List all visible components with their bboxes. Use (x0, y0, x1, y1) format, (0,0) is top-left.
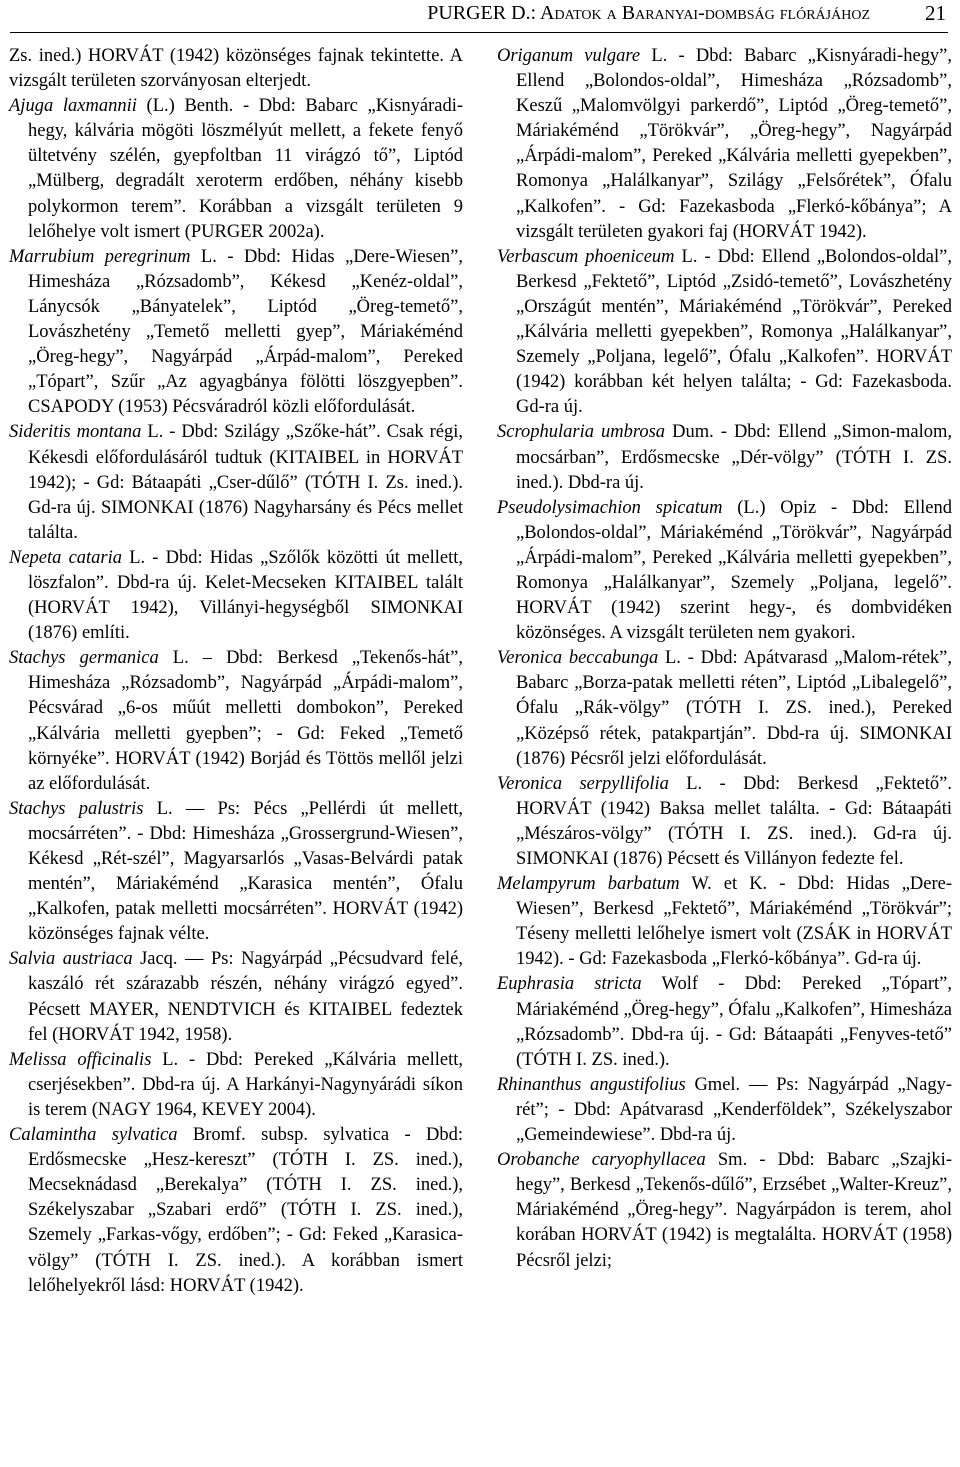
species-entry (9, 1048, 463, 1123)
species-author: W. et K. (691, 874, 768, 895)
species-entry (497, 772, 952, 872)
running-header (10, 0, 948, 33)
species-entry (9, 245, 463, 421)
species-author: Bromf. subsp. sylvatica (192, 1125, 390, 1146)
species-name: Calamintha sylvatica (9, 1125, 178, 1146)
species-record-text: - Dbd: Erdősmecske „Hesz-kereszt” (TÓTH I. ZS. ined.), Mecseknádasd „Berekalya” (TÓTH I. ZS. ined.), Székelyszabar „Szabari erdő” (TÓTH I. ZS. ined.), Szemely „Farkas-vőgy, erdőben”; - Gd: Feked „Karasica-völgy” (TÓTH I. ZS. ined.). A korábban ismert lelőhelyekről lásd: HORVÁT (1942). (28, 1125, 463, 1296)
species-name: Veronica serpyllifolia (497, 773, 669, 794)
species-entry (497, 245, 952, 421)
species-entry (9, 420, 463, 545)
species-entry (497, 1073, 952, 1148)
species-record-text: - Dbd: Babarc „Szajki-hegy”, Berkesd „Tekenős-dűlő”, Erzsébet „Walter-Kreuz”, Máriakéménd „Öreg-hegy”. Nagyárpádon is terem, ahol korában HORVÁT (1942) is megtalálta. HORVÁT (1958) Pécsről jelzi; (516, 1150, 952, 1271)
left-entry-list (9, 94, 463, 1299)
species-record-text: - Dbd: Hidas „Dere-Wiesen”, Berkesd „Fektető”, Máriakéménd „Törökvár”; Téseny melletti lelőhelye ismert volt (ZSÁK in HORVÁT 1942). - Gd: Fazekasboda „Flerkó-kőbánya”. Gd-ra új. (516, 874, 953, 970)
species-author: L. (681, 246, 698, 267)
species-entry (497, 972, 952, 1072)
species-entry (9, 94, 463, 245)
species-record-text: — Ps: Pécs „Pellérdi út mellett, mocsárréten”. - Dbd: Himesháza „Grossergrund-Wiesen”, Kékesd „Rét-szél”, Magyarsarlós „Vasas-Belvárdi patak mentén”, Máriakéménd „Karasica mentén”, Ófalu „Kalkofen, patak melletti mocsárréten”. HORVÁT (1942) közönséges fajnak vélte. (28, 798, 464, 945)
species-name: Scrophularia umbrosa (497, 422, 666, 443)
species-record-text: - Dbd: Berkesd „Fektető”. HORVÁT (1942) Baksa mellet találta. - Gd: Bátaapáti „Mészáros-völgy” (TÓTH I. ZS. ined.). Gd-ra új. SIMONKAI (1876) Pécsett és Villányon fedezte fel. (516, 773, 952, 869)
species-name: Pseudolysimachion spicatum (497, 497, 723, 518)
species-entry (9, 947, 463, 1047)
species-name: Sideritis montana (9, 422, 142, 443)
species-entry (9, 1123, 463, 1299)
species-author: (L.) Opiz (737, 497, 817, 518)
species-name: Marrubium peregrinum (9, 246, 191, 267)
species-name: Orobanche caryophyllacea (497, 1150, 706, 1171)
species-author: Gmel. (694, 1074, 741, 1095)
species-name: Rhinanthus angustifolius (497, 1074, 686, 1095)
species-entry (497, 872, 952, 972)
species-entry (497, 496, 952, 647)
species-name: Salvia austriaca (9, 949, 133, 970)
species-record-text: — Ps: Nagyárpád „Pécsudvard felé, kaszáló rét szárazabb részén, néhány virágzó egyed”. Pécsett MAYER, NENDTVICH és KITAIBEL fedeztek fel (HORVÁT 1942, 1958). (28, 949, 464, 1045)
running-title: PURGER D.: Adatok a Baranyai-dombság flórájához (427, 2, 870, 24)
species-name: Nepeta cataria (9, 547, 123, 568)
species-name: Euphrasia stricta (497, 974, 642, 995)
species-entry (497, 420, 952, 495)
species-author: Jacq. (140, 949, 178, 970)
species-name: Ajuga laxmannii (9, 96, 137, 117)
page-number: 21 (925, 1, 946, 25)
species-author: (L.) Benth. (146, 96, 234, 117)
right-entry-list (497, 44, 952, 1274)
species-entry (9, 546, 463, 646)
species-author: Sm. (717, 1150, 748, 1171)
species-record-text: - Dbd: Pereked „Kálvária mellett, cserjésekben”. Dbd-ra új. A Harkányi-Nagynyárádi síkon is terem (NAGY 1964, KEVEY 2004). (28, 1049, 463, 1120)
species-name: Veronica beccabunga (497, 648, 659, 669)
species-name: Origanum vulgare (497, 46, 641, 66)
species-record-text: – Dbd: Berkesd „Tekenős-hát”, Himesháza „Rózsadomb”, Nagyárpád „Árpádi-malom”, Pécsvárad „6-os műút melletti dombokon”, Pereked „Kálvária melletti gyepben”; - Gd: Feked „Temető környéke”. HORVÁT (1942) Borjád és Töttös mellől jelzi az előfordulását. (28, 648, 464, 794)
species-record-text: - Dbd: Babarc „Kisnyáradi-hegy”, Ellend „Bolondos-oldal”, Himesháza „Rózsadomb”, Keszű „Malomvölgyi parkerdő”, Liptód „Öreg-temető”, Máriakéménd „Törökvár”, „Öreg-hegy”, Nagyárpád „Árpádi-malom”, Pereked „Kálvária melletti gyepekben”, Romonya „Halálkanyar”, Szilágy „Felsőrétek”, Ófalu „Kalkofen”. - Gd: Fazekasboda „Flerkó-kőbánya”; A vizsgált területen gyakori faj (HORVÁT 1942). (516, 46, 953, 242)
species-record-text: - Dbd: Ellend „Bolondos-oldal”, Máriakéménd „Törökvár”, Nagyárpád „Árpádi-malom”, Pereked „Kálvária melletti gyepekben”, Romonya „Halálkanyar”, Szemely „Poljana, legelő”. HORVÁT (1942) szerint hegy-, és dombvidéken közönséges. A vizsgált területen nem gyakori. (516, 497, 953, 644)
species-record-text: - Dbd: Babarc „Kisnyáradi-hegy, kálvária mögöti löszmélyút mellett, a fekete fenyő ültetvény szélén, gyepfoltban 11 virágzó tő”, Liptód „Mülberg, degradált xeroterm erdőben, néhány kisebb polykormon terem”. Korábban a vizsgált területen 9 lelőhelye volt ismert (PURGER 2002a). (28, 96, 464, 242)
species-author: L. (686, 773, 703, 794)
species-name: Melissa officinalis (9, 1049, 152, 1070)
right-column (497, 44, 952, 1274)
species-name: Melampyrum barbatum (497, 874, 680, 895)
species-record-text: - Dbd: Apátvarasd „Malom-rétek”, Babarc „Borza-patak melletti réten”, Liptód „Libalegelő”, Ófalu „Rák-völgy” (TÓTH I. ZS. ined.), Pereked „Középső rétek, patakpartján”. Dbd-ra új. SIMONKAI (1876) Pécsről jelzi előfordulását. (516, 648, 952, 769)
species-entry (497, 44, 952, 245)
species-author: L. (172, 648, 189, 669)
species-entry (9, 646, 463, 797)
species-record-text: - Dbd: Hidas „Dere-Wiesen”, Himesháza „Rózsadomb”, Kékesd „Kenéz-oldal”, Lánycsók „Bányatelek”, Liptód „Öreg-temető”, Lovászhetény „Temető melletti gyep”, Máriakéménd „Öreg-hegy”, Nagyárpád „Árpád-malom”, Pereked „Tópart”, Szűr „Az agyagbánya fölötti löszgyepben”. CSAPODY (1953) Pécsváradról közli előfordulását. (28, 246, 463, 418)
species-record-text: - Dbd: Szilágy „Szőke-hát”. Csak régi, Kékesdi előfordulásáról tudtuk (KITAIBEL in HORVÁT 1942); - Gd: Bátaapáti „Cser-dűlő” (TÓTH I. Zs. ined.). Gd-ra új. SIMONKAI (1876) Nagyharsány és Pécs mellet találta. (28, 422, 464, 543)
species-name: Stachys germanica (9, 648, 159, 669)
species-entry (497, 1148, 952, 1273)
species-record-text: - Dbd: Pereked „Tópart”, Máriakéménd „Öreg-hegy”, Ófalu „Kalkofen”, Himesháza „Rózsadomb”. Dbd-ra új. - Gd: Bátaapáti „Fenyves-tető” (TÓTH I. ZS. ined.). (516, 974, 952, 1070)
species-record-text: - Dbd: Ellend „Bolondos-oldal”, Berkesd „Fektető”, Liptód „Zsidó-temető”, Lovászhetény „Országút mentén”, Máriakéménd „Törökvár”, Pereked „Kálvária melletti gyepekben”, Romonya „Halálkanyar”, Szemely „Poljana, legelő”, Ófalu „Kalkofen”. HORVÁT (1942) korábban két helyen találta; - Gd: Fazekasboda. Gd-ra új. (516, 246, 952, 418)
species-author: L. (665, 648, 681, 669)
continuation-text: Zs. ined.) HORVÁT (1942) közönséges fajnak tekintette. A vizsgált területen szorványosan elterjedt. (9, 46, 463, 92)
species-author: Wolf (661, 974, 699, 995)
species-record-text: - Dbd: Hidas „Szőlők közötti út mellett, löszfalon”. Dbd-ra új. Kelet-Mecseken KITAIBEL talált (HORVÁT 1942), Villányi-hegységből SIMONKAI (1876) említi. (28, 547, 463, 644)
species-record-text: — Ps: Nagyárpád „Nagy-rét”; - Dbd: Apátvarasd „Kenderföldek”, Székelyszabor „Gemeindewiese”. Dbd-ra új. (516, 1074, 952, 1146)
species-author: L. (129, 547, 146, 568)
species-author: L. (156, 798, 173, 819)
species-author: L. (162, 1049, 179, 1070)
species-author: L. (200, 246, 217, 267)
species-name: Verbascum phoeniceum (497, 246, 675, 267)
species-author: L. (651, 46, 668, 66)
species-author: L. (147, 422, 164, 443)
species-author: Dum. (672, 422, 714, 443)
species-name: Stachys palustris (9, 798, 144, 819)
species-entry (9, 797, 463, 948)
species-entry (497, 646, 952, 771)
species-record-text: - Dbd: Ellend „Simon-malom, mocsárban”, Erdősmecske „Dér-völgy” (TÓTH I. ZS. ined.). Dbd-ra új. (516, 422, 952, 493)
left-column (9, 44, 463, 1299)
